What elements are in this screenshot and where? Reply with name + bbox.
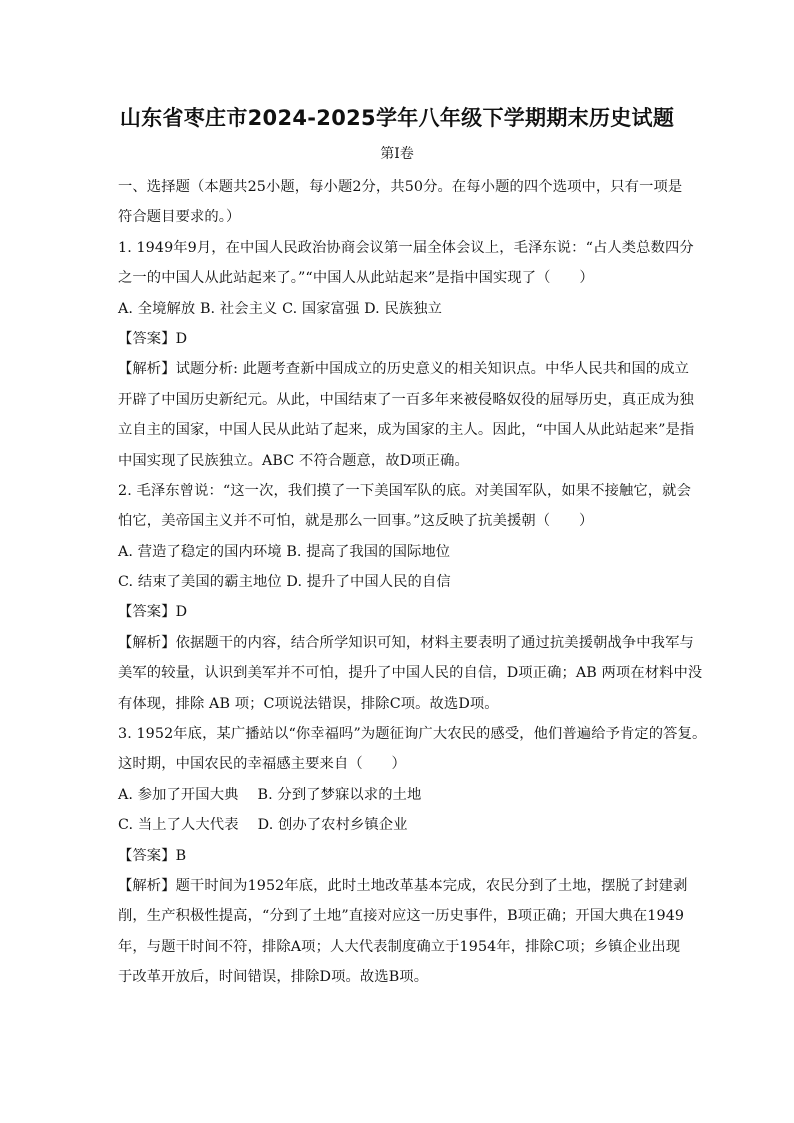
question-2-stem-line-2: 怕它，美帝国主义并不可怕，就是那么一回事。”这反映了抗美援朝（ ） <box>118 513 594 530</box>
question-2-answer: 【答案】D <box>118 604 188 621</box>
instructions-line-1: 一、选择题（本题共25小题，每小题2分，共50分。在每小题的四个选项中，只有一项是 <box>118 179 683 195</box>
section-label: 第Ⅰ卷 <box>380 146 414 162</box>
question-2-stem-line-1: 2. 毛泽东曾说：“这一次，我们摸了一下美国军队的底。对美国军队，如果不接触它，就会 <box>118 482 691 499</box>
question-3-answer: 【答案】B <box>118 847 187 864</box>
question-3-analysis-line-3: 年，与题干时间不符，排除A项；人大代表制度确立于1954年，排除C项；乡镇企业出现 <box>118 938 681 955</box>
question-1-options: A. 全境解放 B. 社会主义 C. 国家富强 D. 民族独立 <box>118 300 443 317</box>
document-title: 山东省枣庄市2024-2025学年八年级下学期期末历史试题 <box>119 106 675 130</box>
question-1-answer: 【答案】D <box>118 330 188 347</box>
question-2-options-ab: A. 营造了稳定的国内环境 B. 提高了我国的国际地位 <box>118 543 451 560</box>
question-3-stem-line-1: 3. 1952年底，某广播站以“你幸福吗”为题征询广大农民的感受，他们普遍给予肯定的答复。 <box>118 726 707 743</box>
question-3-options-cd: C. 当上了人大代表 D. 创办了农村乡镇企业 <box>118 817 408 834</box>
question-2-analysis-line-2: 美军的较量，认识到美军并不可怕，提升了中国人民的自信，D项正确；AB 两项在材料中没 <box>118 665 703 682</box>
question-1-analysis-line-1: 【解析】试题分析: 此题考查新中国成立的历史意义的相关知识点。中华人民共和国的成立 <box>118 361 690 378</box>
question-3-analysis-line-4: 于改革开放后，时间错误，排除D项。故选B项。 <box>118 969 429 986</box>
question-1-analysis-line-2: 开辟了中国历史新纪元。从此，中国结束了一百多年来被侵略奴役的屈辱历史，真正成为独 <box>118 391 694 408</box>
question-3-analysis-line-1: 【解析】题干时间为1952年底，此时土地改革基本完成，农民分到了土地，摆脱了封建剥 <box>118 877 688 894</box>
question-3-stem-line-2: 这时期，中国农民的幸福感主要来自（ ） <box>118 756 406 773</box>
question-1-stem-line-1: 1. 1949年9月，在中国人民政治协商会议第一届全体会议上，毛泽东说：“占人类总数四分 <box>118 239 694 256</box>
instructions-line-2: 符合题目要求的。） <box>118 209 241 226</box>
question-1-analysis-line-3: 立自主的国家，中国人民从此站了起来，成为国家的主人。因此，“中国人从此站起来”是指 <box>118 422 695 439</box>
question-3-options-ab: A. 参加了开国大典 B. 分到了梦寐以求的土地 <box>118 786 422 803</box>
question-2-options-cd: C. 结束了美国的霸主地位 D. 提升了中国人民的自信 <box>118 574 451 591</box>
question-1-analysis-line-4: 中国实现了民族独立。ABC 不符合题意，故D项正确。 <box>118 452 469 469</box>
document-body <box>118 172 707 993</box>
question-2-analysis-line-1: 【解析】依据题干的内容，结合所学知识可知，材料主要表明了通过抗美援朝战争中我军与 <box>118 634 694 651</box>
question-2-analysis-line-3: 有体现，排除 AB 项；C项说法错误，排除C项。故选D项。 <box>118 695 499 712</box>
question-1-stem-line-2: 之一的中国人从此站起来了。”“中国人从此站起来”是指中国实现了（ ） <box>118 270 594 287</box>
question-3-analysis-line-2: 削，生产积极性提高，“分到了土地”直接对应这一历史事件，B项正确；开国大典在1949 <box>118 908 685 925</box>
